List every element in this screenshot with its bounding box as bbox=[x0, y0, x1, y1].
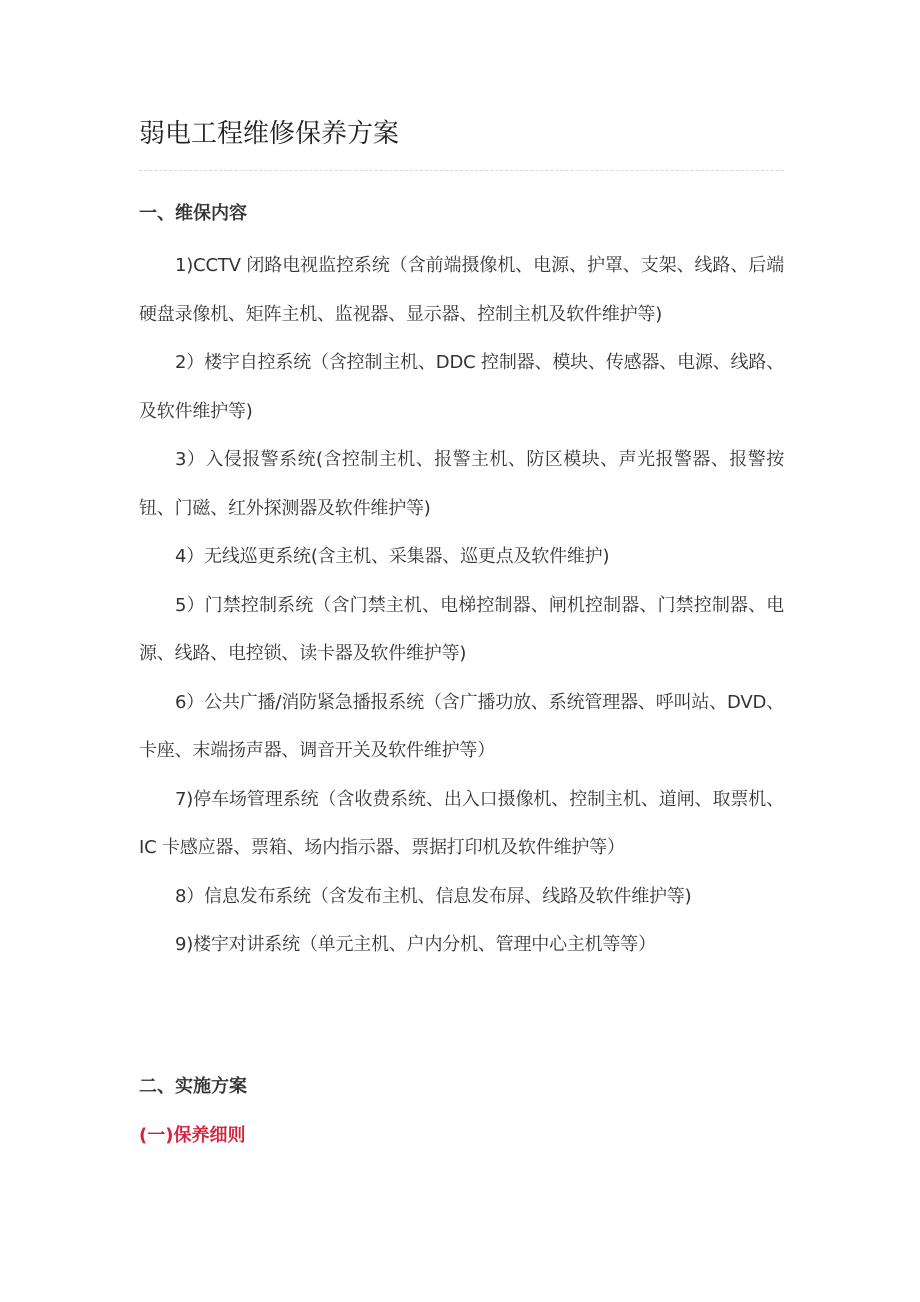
list-item: 3）入侵报警系统(含控制主机、报警主机、防区模块、声光报警器、报警按钮、门磁、红外探测器及软件维护等) bbox=[139, 449, 784, 519]
list-item: 1)CCTV 闭路电视监控系统（含前端摄像机、电源、护罩、支架、线路、后端硬盘录像机、矩阵主机、监视器、显示器、控制主机及软件维护等) bbox=[139, 255, 784, 325]
document-title: 弱电工程维修保养方案 bbox=[139, 119, 400, 149]
list-item: 9)楼宇对讲系统（单元主机、户内分机、管理中心主机等等） bbox=[175, 934, 656, 955]
list-item: 4）无线巡更系统(含主机、采集器、巡更点及软件维护) bbox=[175, 546, 610, 567]
section-heading-maintenance-content: 一、维保内容 bbox=[139, 203, 247, 224]
list-item: 7)停车场管理系统（含收费系统、出入口摄像机、控制主机、道闸、取票机、IC 卡感应器、票箱、场内指示器、票据打印机及软件维护等） bbox=[139, 788, 784, 858]
subsection-heading-maintenance-rules: (一)保养细则 bbox=[139, 1125, 246, 1146]
list-item: 5）门禁控制系统（含门禁主机、电梯控制器、闸机控制器、门禁控制器、电源、线路、电控锁、读卡器及软件维护等) bbox=[139, 594, 784, 664]
section-heading-implementation-plan: 二、实施方案 bbox=[139, 1076, 247, 1097]
list-item: 8）信息发布系统（含发布主机、信息发布屏、线路及软件维护等) bbox=[175, 885, 692, 907]
title-divider bbox=[139, 170, 784, 171]
maintenance-item-list bbox=[139, 242, 784, 970]
list-item: 6）公共广播/消防紧急播报系统（含广播功放、系统管理器、呼叫站、DVD、卡座、末端扬声器、调音开关及软件维护等） bbox=[139, 691, 784, 761]
list-item: 2）楼宇自控系统（含控制主机、DDC 控制器、模块、传感器、电源、线路、及软件维护等) bbox=[139, 352, 784, 422]
